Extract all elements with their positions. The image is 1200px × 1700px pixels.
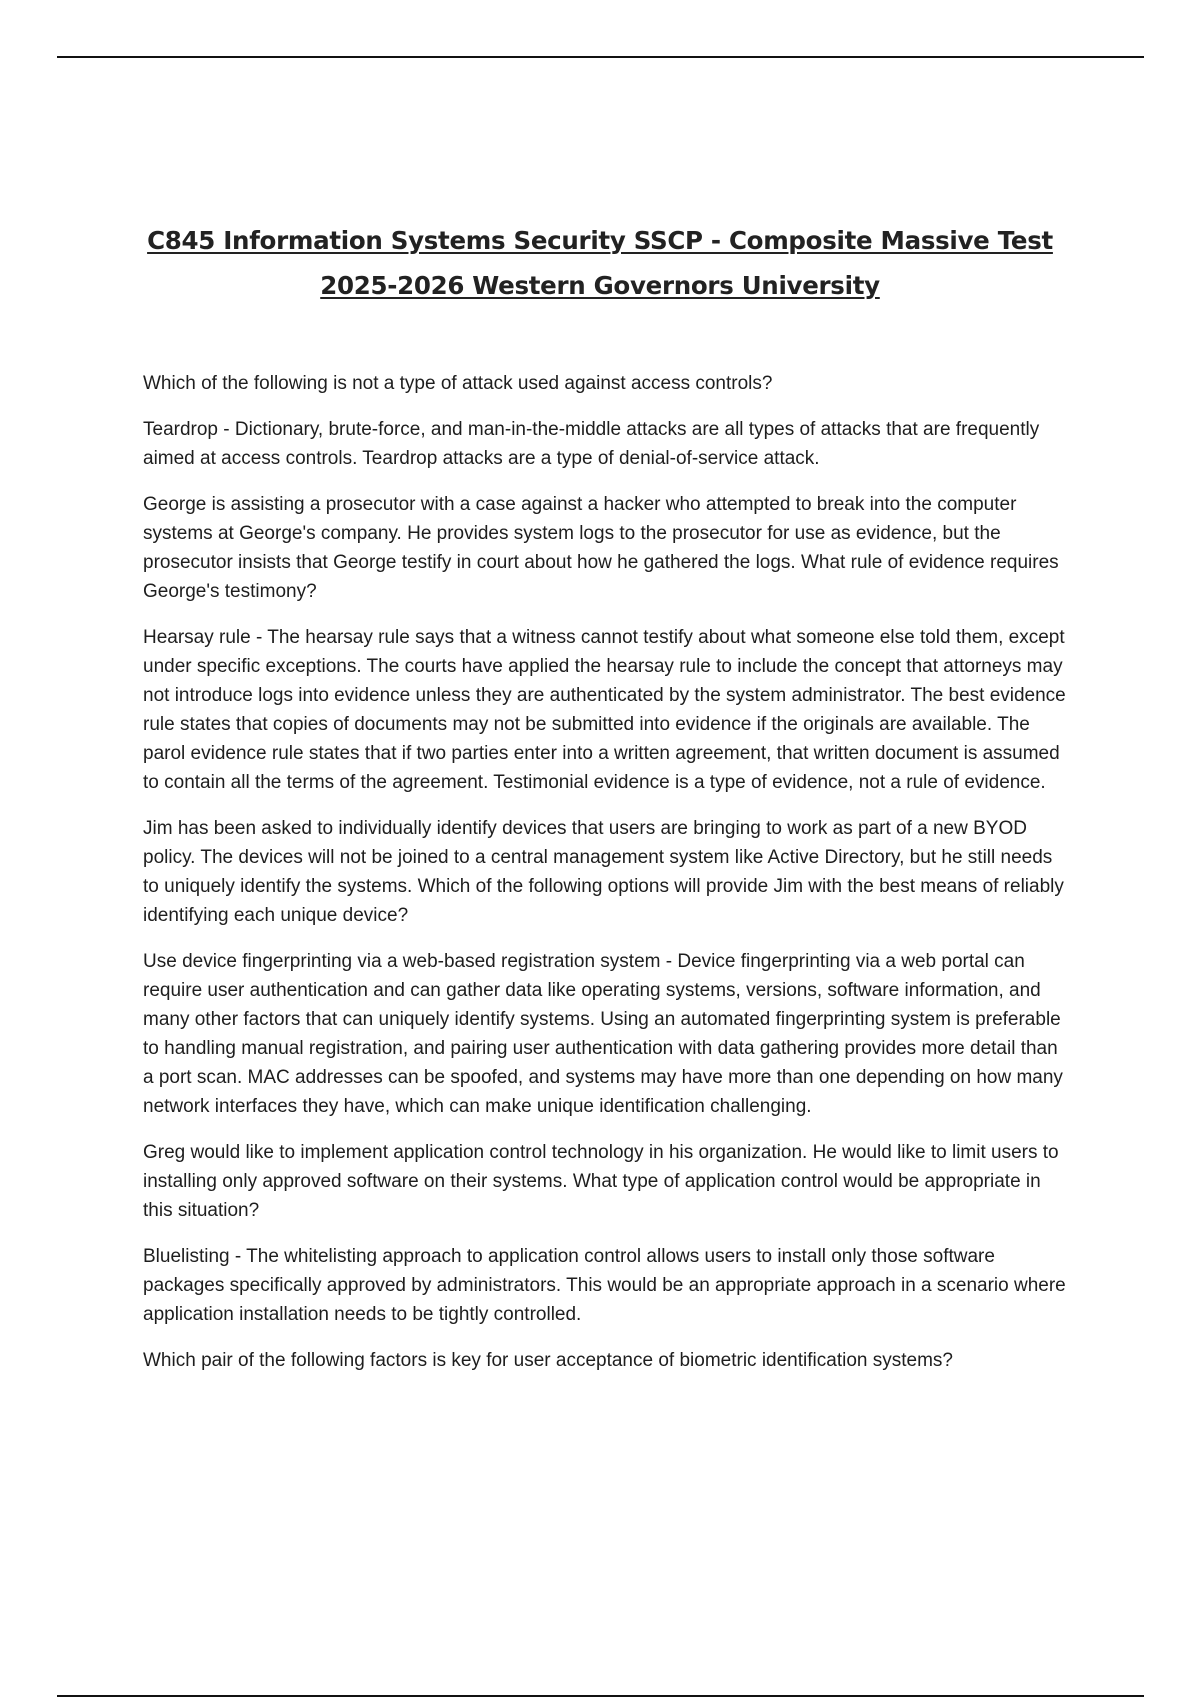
top-rule [57,56,1144,58]
document-title [100,218,1100,308]
document-body [143,369,1073,1392]
question-3: Jim has been asked to individually identify devices that users are bringing to work as part of a new BYOD policy. The devices will not be joined to a central management system like Active Directory, but he still needs to uniquely identify the systems. Which of the following options will provide Jim with the best means of reliably identifying each unique device? [143,818,1064,926]
question-1: Which of the following is not a type of attack used against access controls? [143,373,773,394]
answer-2: Hearsay rule - The hearsay rule says that a witness cannot testify about what someone else told them, except under specific exceptions. The courts have applied the hearsay rule to include the concept that attorneys may not introduce logs into evidence unless they are authenticated by the system administrator. The best evidence rule states that copies of documents may not be submitted into evidence if the originals are available. The parol evidence rule states that if two parties enter into a written agreement, that written document is assumed to contain all the terms of the agreement. Testimonial evidence is a type of evidence, not a rule of evidence. [143,627,1066,793]
answer-4: Bluelisting - The whitelisting approach to application control allows users to install only those software packages specifically approved by administrators. This would be an appropriate approach in a scenario where application installation needs to be tightly controlled. [143,1246,1066,1325]
question-5: Which pair of the following factors is key for user acceptance of biometric identification systems? [143,1350,953,1371]
title-line-2: 2025-2026 Western Governors University [320,271,880,300]
answer-1: Teardrop - Dictionary, brute-force, and man-in-the-middle attacks are all types of attacks that are frequently aimed at access controls. Teardrop attacks are a type of denial-of-service attack. [143,419,1040,469]
answer-3: Use device fingerprinting via a web-based registration system - Device fingerprinting via a web portal can require user authentication and can gather data like operating systems, versions, software information, and many other factors that can uniquely identify systems. Using an automated fingerprinting system is preferable to handling manual registration, and pairing user authentication with data gathering provides more detail than a port scan. MAC addresses can be spoofed, and systems may have more than one depending on how many network interfaces they have, which can make unique identification challenging. [143,951,1063,1117]
question-4: Greg would like to implement application control technology in his organization. He would like to limit users to installing only approved software on their systems. What type of application control would be appropriate in this situation? [143,1142,1059,1221]
question-2: George is assisting a prosecutor with a case against a hacker who attempted to break into the computer systems at George's company. He provides system logs to the prosecutor for use as evidence, but the prosecutor insists that George testify in court about how he gathered the logs. What rule of evidence requires George's testimony? [143,494,1059,602]
title-line-1: C845 Information Systems Security SSCP - Composite Massive Test [147,226,1053,255]
bottom-rule [57,1695,1144,1697]
